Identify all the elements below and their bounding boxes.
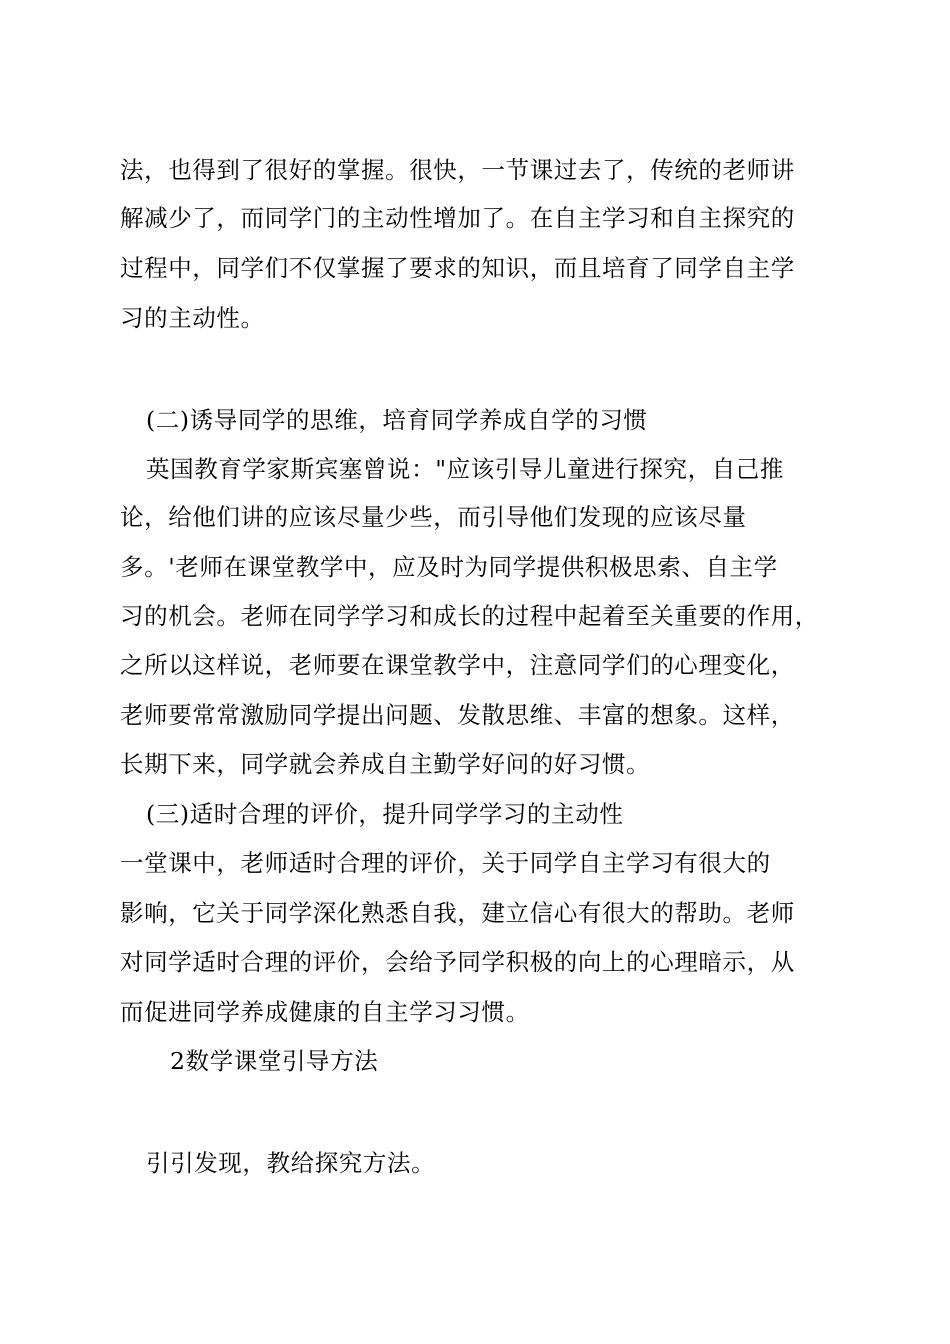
- paragraph-line: 而促进同学养成健康的自主学习习惯。: [120, 998, 530, 1026]
- section-heading: 2数学课堂引导方法: [170, 1047, 379, 1075]
- section-heading: (三)适时合理的评价，提升同学学习的主动性: [146, 800, 624, 828]
- paragraph-line: 习的主动性。: [120, 304, 265, 332]
- paragraph-line: 引引发现，教给探究方法。: [146, 1149, 436, 1177]
- paragraph-line: 一堂课中，老师适时合理的评价，关于同学自主学习有很大的: [120, 849, 771, 877]
- paragraph-line: 老师要常常激励同学提出问题、发散思维、丰富的想象。这样，: [120, 701, 795, 729]
- paragraph-line: 解减少了，而同学门的主动性增加了。在自主学习和自主探究的: [120, 204, 795, 232]
- paragraph-line: 多。'老师在课堂教学中，应及时为同学提供积极思索、自主学: [120, 553, 778, 581]
- paragraph-line: 影响，它关于同学深化熟悉自我，建立信心有很大的帮助。老师: [120, 899, 795, 927]
- paragraph-line: 习的机会。老师在同学学习和成长的过程中起着至关重要的作用，: [120, 602, 819, 630]
- paragraph-line: 论，给他们讲的应该尽量少些，而引导他们发现的应该尽量: [120, 503, 747, 531]
- paragraph-line: 之所以这样说，老师要在课堂教学中，注意同学们的心理变化，: [120, 651, 795, 679]
- paragraph-line: 法，也得到了很好的掌握。很快，一节课过去了，传统的老师讲: [120, 156, 795, 184]
- paragraph-line: 过程中，同学们不仅掌握了要求的知识，而且培育了同学自主学: [120, 254, 795, 282]
- paragraph-line: 对同学适时合理的评价，会给予同学积极的向上的心理暗示，从: [120, 948, 795, 976]
- paragraph-line: 长期下来，同学就会养成自主勤学好问的好习惯。: [120, 750, 651, 778]
- paragraph-line: 英国教育学家斯宾塞曾说："应该引导儿童进行探究，自己推: [146, 455, 785, 483]
- section-heading: (二)诱导同学的思维，培育同学养成自学的习惯: [146, 406, 648, 434]
